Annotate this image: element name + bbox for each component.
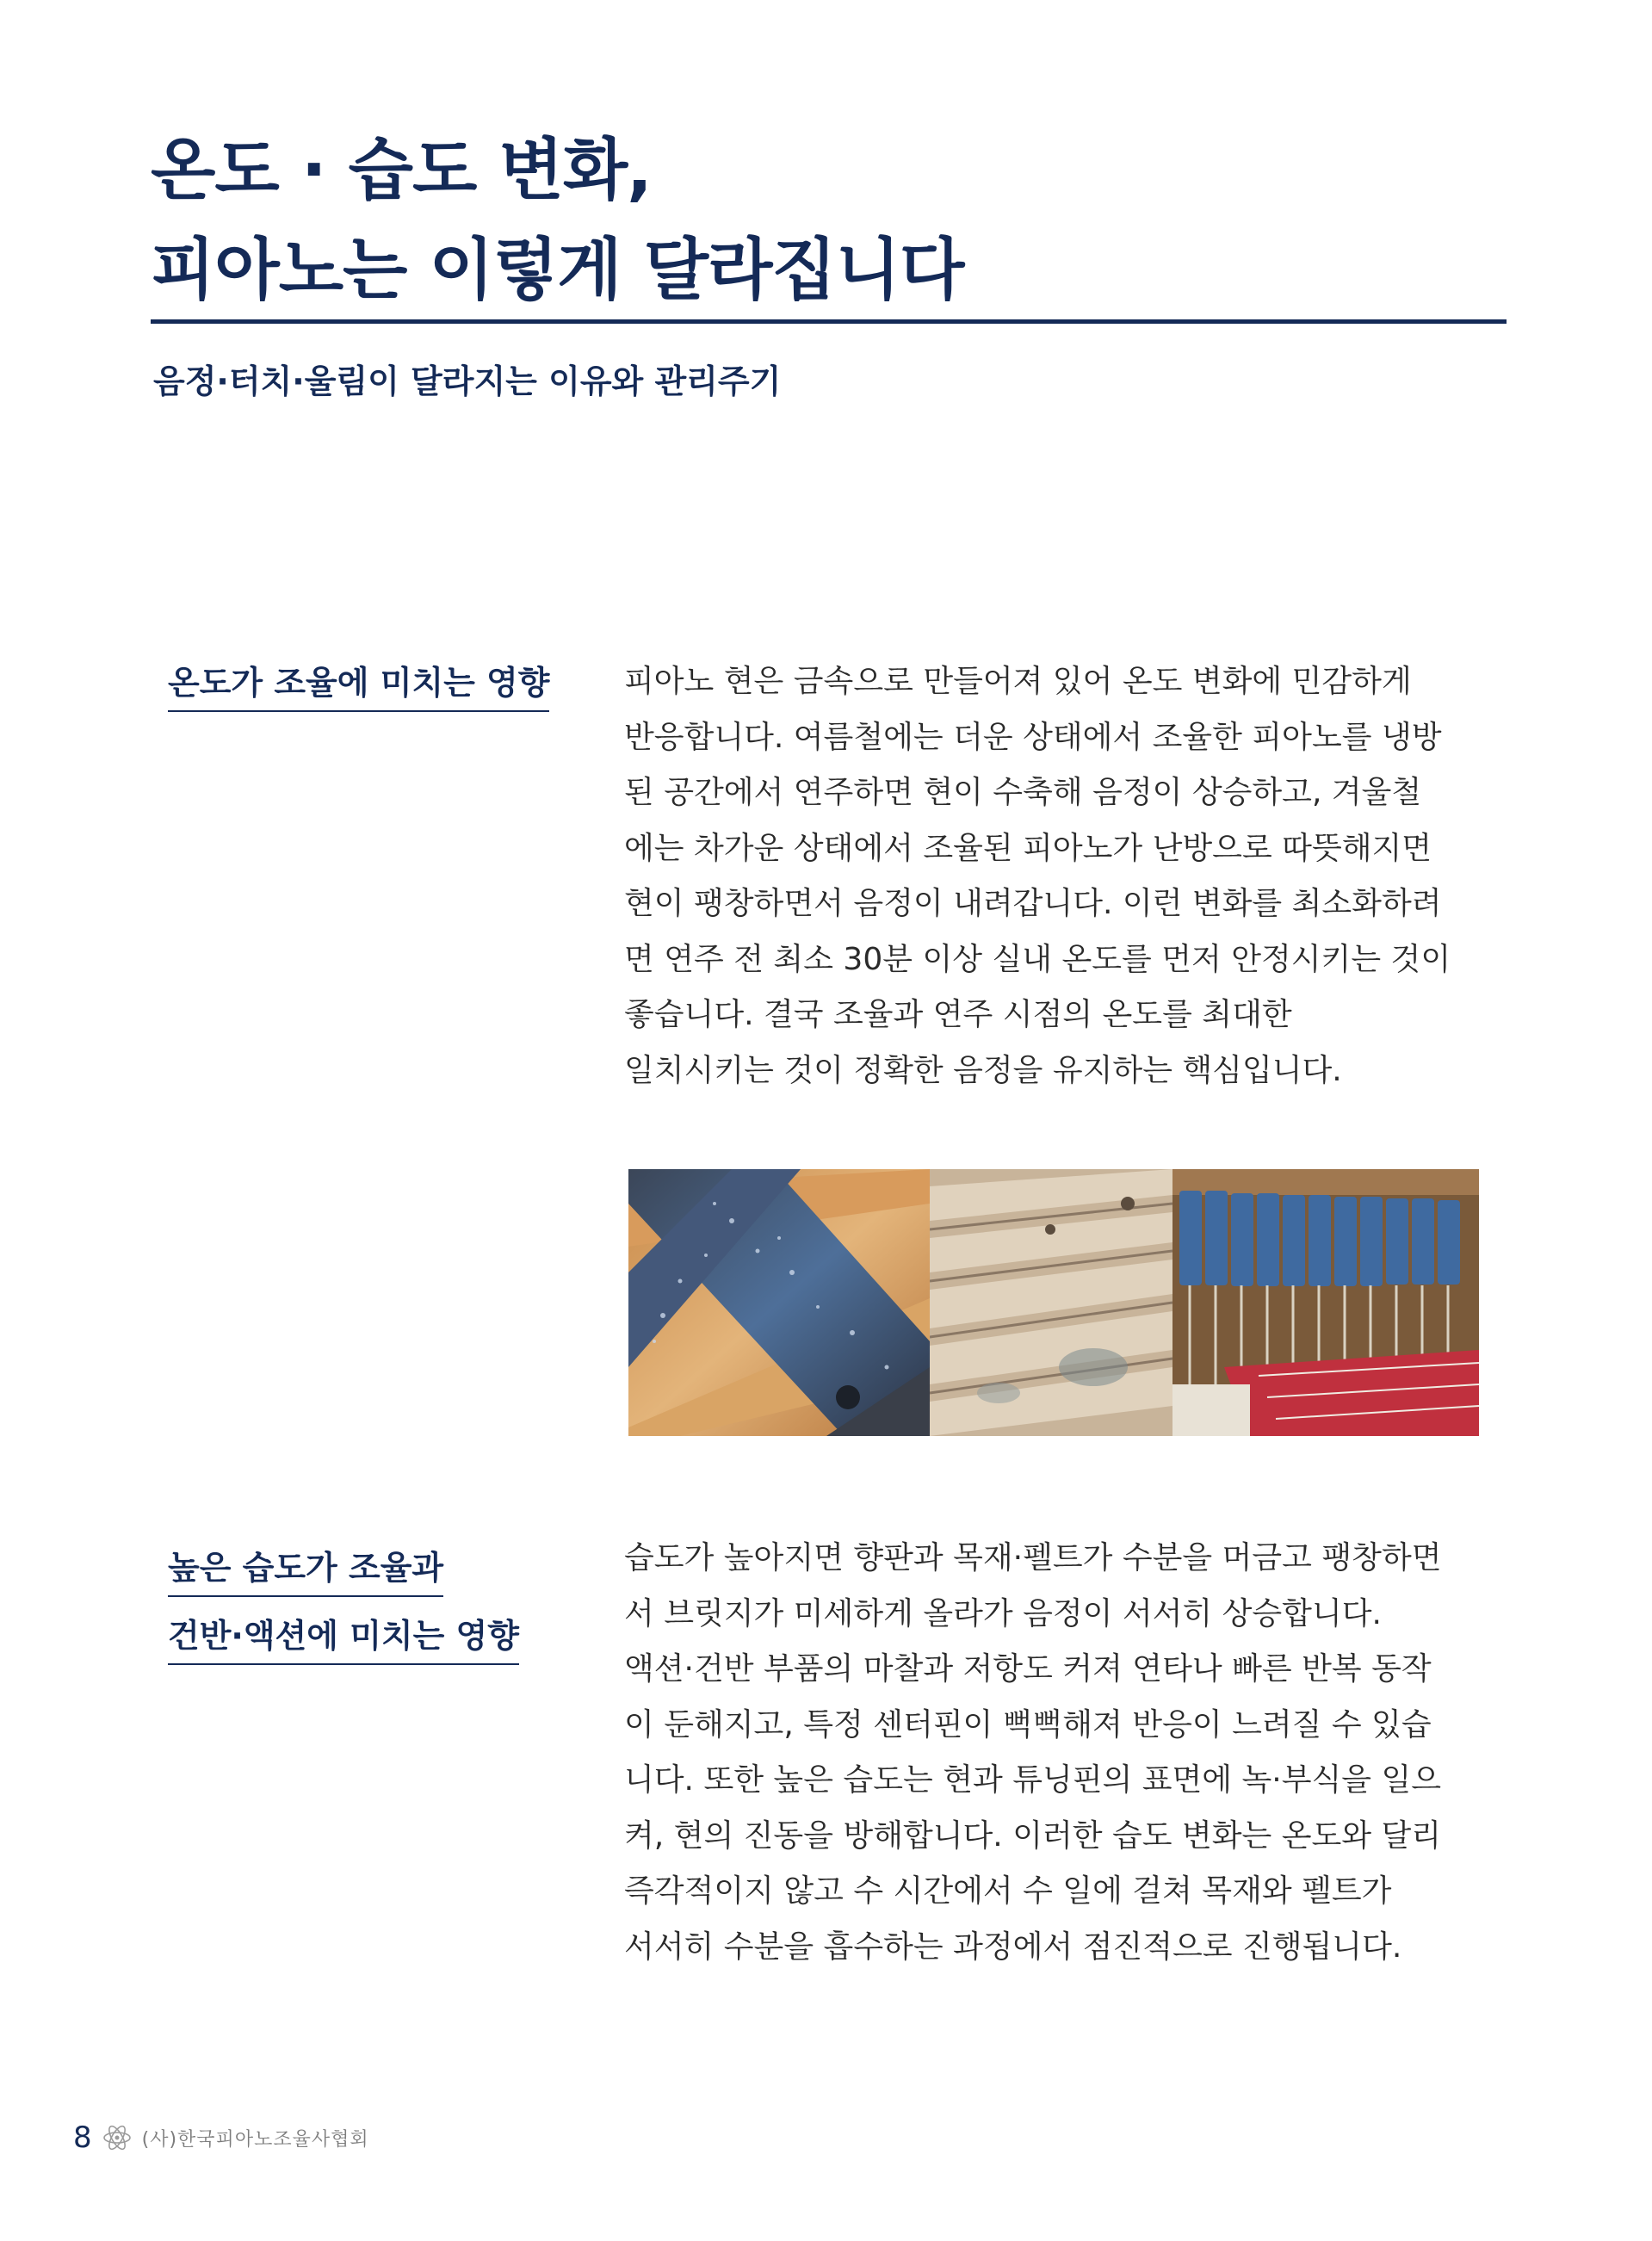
section-heading-line: 높은 습도가 조율과 (168, 1541, 443, 1597)
photo-piano-action (1172, 1169, 1479, 1436)
title-divider (151, 319, 1507, 324)
body-line: 액션·건반 부품의 마찰과 저항도 커져 연타나 빠른 반복 동작 (624, 1651, 1432, 1687)
body-line: 에는 차가운 상태에서 조율된 피아노가 난방으로 따뜻해지면 (624, 830, 1432, 866)
page-footer (73, 2116, 369, 2159)
section-heading-line: 건반·액션에 미치는 영향 (168, 1609, 519, 1665)
body-line: 현이 팽창하면서 음정이 내려갑니다. 이런 변화를 최소화하려 (624, 886, 1442, 921)
page-title (151, 121, 1494, 320)
photo-strip (628, 1169, 1479, 1436)
organization-name: (사)한국피아노조율사협회 (141, 2128, 369, 2151)
section-heading-line: 온도가 조율에 미치는 영향 (168, 656, 549, 712)
body-line: 피아노 현은 금속으로 만들어져 있어 온도 변화에 민감하게 (624, 664, 1412, 699)
body-line: 면 연주 전 최소 30분 이상 실내 온도를 먼저 안정시키는 것이 (624, 941, 1451, 977)
section-body-temperature (624, 654, 1485, 1099)
body-line: 된 공간에서 연주하면 현이 수축해 음정이 상승하고, 겨울철 (624, 775, 1422, 810)
page-subtitle: 음정·터치·울림이 달라지는 이유와 관리주기 (153, 362, 782, 400)
section-body-humidity (624, 1531, 1485, 1975)
photo-moldy-wood-beam (628, 1169, 930, 1436)
organization-logo-icon (102, 2123, 132, 2152)
body-line: 켜, 현의 진동을 방해합니다. 이러한 습도 변화는 온도와 달리 (624, 1817, 1442, 1854)
title-line-2: 피아노는 이렇게 달라집니다 (151, 232, 964, 309)
section-heading-temperature (168, 656, 549, 712)
body-line: 반응합니다. 여름철에는 더운 상태에서 조율한 피아노를 냉방 (624, 719, 1442, 755)
body-line: 서 브릿지가 미세하게 올라가 음정이 서서히 상승합니다. (624, 1595, 1382, 1631)
body-line: 니다. 또한 높은 습도는 현과 튜닝핀의 표면에 녹·부식을 일으 (624, 1762, 1442, 1798)
page-number: 8 (73, 2120, 92, 2155)
section-heading-humidity (168, 1541, 519, 1665)
body-line: 습도가 높아지면 향판과 목재·펠트가 수분을 머금고 팽창하면 (624, 1540, 1442, 1576)
body-line: 서서히 수분을 흡수하는 과정에서 점진적으로 진행됩니다. (624, 1928, 1402, 1965)
body-line: 이 둔해지고, 특정 센터핀이 뻑뻑해져 반응이 느려질 수 있습 (624, 1706, 1432, 1743)
photo-moldy-keys (930, 1169, 1172, 1436)
title-line-1: 온도 · 습도 변화, (151, 132, 652, 209)
body-line: 일치시키는 것이 정확한 음정을 유지하는 핵심입니다. (624, 1052, 1342, 1088)
body-line: 즉각적이지 않고 수 시간에서 수 일에 걸쳐 목재와 펠트가 (624, 1873, 1392, 1909)
body-line: 좋습니다. 결국 조율과 연주 시점의 온도를 최대한 (624, 997, 1292, 1032)
